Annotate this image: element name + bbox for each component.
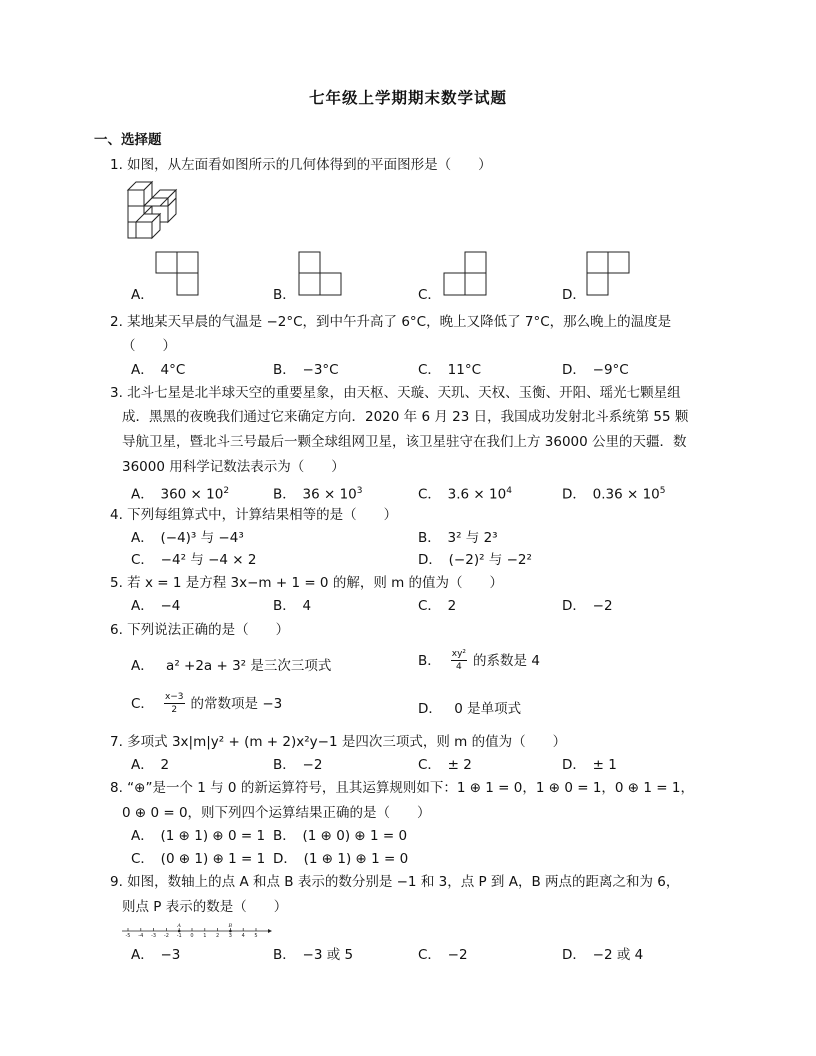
number-line-tick-label: -5 (125, 933, 131, 939)
number-line-tick-label: 3 (228, 933, 232, 939)
question-6-option-d[interactable] (418, 700, 521, 718)
question-3-option-c[interactable]: C． $3.6 \times 10^4$ (418, 486, 512, 503)
number-line-point (178, 930, 181, 933)
number-line-point-label: B (228, 923, 233, 929)
number-line-tick-label: 1 (203, 933, 207, 939)
question-6-option-d-text: 0 是单项式 (454, 701, 522, 717)
number-line-arrow (268, 929, 272, 933)
question-2-option-d[interactable]: D． −9°C (562, 362, 629, 378)
question-6-option-b-fraction: xy² 4 (451, 649, 467, 672)
question-6-option-d-label: D． (418, 701, 442, 717)
question-3-option-a[interactable]: A． $360 \times 10^2$ (131, 486, 230, 503)
question-6-option-a[interactable] (131, 657, 331, 675)
question-2-option-a[interactable]: A． 4°C (131, 362, 186, 378)
question-4-text: 4. 下列每组算式中，计算结果相等的是（ ） (110, 507, 398, 523)
section-heading: 一、选择题 (94, 132, 162, 148)
question-4-option-d[interactable]: D． (−2)² 与 −2² (418, 552, 532, 568)
question-7-text: 7. 多项式 3x|m|y² + (m + 2)x²y−1 是四次三项式，则 m 的值为（ ） (110, 734, 567, 750)
question-6-option-c-label: C． (131, 695, 154, 712)
question-5-option-d[interactable]: D． −2 (562, 598, 613, 614)
question-1-option-c-figure (442, 251, 488, 297)
question-2-text: 2. 某地某天早晨的气温是 −2°C，到中午升高了 6°C，晚上又降低了 7°C，那么晚上的温度是 (110, 314, 672, 330)
number-line-tick-label: 2 (216, 933, 220, 939)
question-7-option-d[interactable]: D． ± 1 (562, 757, 617, 773)
question-3-line-2: 成．黑黑的夜晚我们通过它来确定方向．2020 年 6 月 23 日，我国成功发射北斗系统第 55 颗 (122, 409, 689, 425)
question-4-option-a[interactable]: A． (−4)³ 与 −4³ (131, 530, 244, 546)
question-1-option-d[interactable]: D． (562, 287, 586, 303)
question-8-option-b[interactable]: B． (1 ⊕ 0) ⊕ 1 = 0 (273, 828, 408, 844)
question-9-line-2: 则点 P 表示的数是（ ） (122, 899, 288, 915)
number-line-tick-label: 0 (190, 933, 194, 939)
question-9-option-a[interactable]: A． −3 (131, 947, 181, 963)
number-line-tick-label: -1 (176, 933, 182, 939)
question-7-option-c[interactable]: C． ± 2 (418, 757, 472, 773)
question-1-option-a-figure (155, 251, 199, 297)
number-line-figure (122, 923, 272, 939)
question-1-solid-figure (124, 178, 182, 240)
question-6-text: 6. 下列说法正确的是（ ） (110, 622, 290, 638)
question-5-option-c[interactable]: C． 2 (418, 598, 457, 614)
question-8-option-d[interactable]: D． (1 ⊕ 1) ⊕ 1 = 0 (273, 851, 409, 867)
number-line-point (229, 930, 232, 933)
question-4-option-b[interactable]: B． 3² 与 2³ (418, 530, 498, 546)
question-3-line-1: 3. 北斗七星是北半球天空的重要星象，由天枢、天璇、天玑、天权、玉衡、开阳、瑶光七颗星组 (110, 385, 681, 401)
question-6-option-c-fraction: x−3 2 (164, 692, 184, 715)
question-5-option-a[interactable]: A． −4 (131, 598, 181, 614)
question-8-option-a[interactable]: A． (1 ⊕ 1) ⊕ 0 = 1 (131, 828, 266, 844)
question-6-option-c-text: 的常数项是 −3 (190, 695, 283, 712)
question-6-option-c[interactable] (131, 691, 282, 716)
question-8-line-1: 8. “⊕”是一个 1 与 0 的新运算符号，且其运算规则如下：1 ⊕ 1 = 0，1 ⊕ 0 = 1，0 ⊕ 1 = 1， (110, 780, 694, 796)
question-7-option-b[interactable]: B． −2 (273, 757, 323, 773)
question-2-option-c[interactable]: C． 11°C (418, 362, 482, 378)
question-3-line-3: 导航卫星，暨北斗三号最后一颗全球组网卫星，该卫星驻守在我们上方 36000 公里的天疆．数 (122, 434, 687, 450)
question-2-option-b[interactable]: B． −3°C (273, 362, 339, 378)
question-3-line-4: 36000 用科学记数法表示为（ ） (122, 459, 345, 475)
question-9-option-c[interactable]: C． −2 (418, 947, 468, 963)
question-5-option-b[interactable]: B． 4 (273, 598, 312, 614)
question-6-option-b-text: 的系数是 4 (473, 652, 540, 669)
question-6-option-a-text: a² +2a + 3² 是三次三项式 (166, 658, 332, 674)
question-6-option-b[interactable] (418, 648, 540, 673)
number-line-tick-label: 4 (241, 933, 245, 939)
question-2-bracket: （ ） (122, 338, 176, 354)
question-7-option-a[interactable]: A． 2 (131, 757, 170, 773)
question-6-option-a-label: A． (131, 658, 154, 674)
question-8-line-2: 0 ⊕ 0 = 0，则下列四个运算结果正确的是（ ） (122, 805, 431, 821)
question-9-option-d[interactable]: D． −2 或 4 (562, 947, 644, 963)
number-line-tick-label: -3 (151, 933, 157, 939)
number-line-tick-label: 5 (254, 933, 258, 939)
question-1-option-d-figure (586, 251, 630, 297)
number-line-tick-label: -2 (163, 933, 169, 939)
question-3-option-d[interactable]: D． $0.36 \times 10^5$ (562, 486, 666, 503)
question-1-option-c[interactable]: C． (418, 287, 441, 303)
question-1-text: 1. 如图，从左面看如图所示的几何体得到的平面图形是（ ） (110, 157, 492, 173)
question-3-option-b[interactable]: B． $36 \times 10^3$ (273, 486, 363, 503)
question-1-option-b[interactable]: B． (273, 287, 296, 303)
question-8-option-c[interactable]: C． (0 ⊕ 1) ⊕ 1 = 1 (131, 851, 266, 867)
question-4-option-c[interactable]: C． −4² 与 −4 × 2 (131, 552, 257, 568)
question-5-text: 5. 若 x = 1 是方程 3x−m + 1 = 0 的解，则 m 的值为（ ） (110, 575, 504, 591)
number-line-tick-label: -4 (138, 933, 144, 939)
question-9-line-1: 9. 如图，数轴上的点 A 和点 B 表示的数分别是 −1 和 3，点 P 到 A，B 两点的距离之和为 6， (110, 874, 680, 890)
question-1-option-a[interactable]: A． (131, 287, 154, 303)
question-9-option-b[interactable]: B． −3 或 5 (273, 947, 354, 963)
number-line-point-label: A (177, 923, 182, 929)
page-title: 七年级上学期期末数学试题 (308, 89, 507, 107)
question-1-option-b-figure (298, 251, 342, 297)
question-6-option-b-label: B． (418, 652, 441, 669)
